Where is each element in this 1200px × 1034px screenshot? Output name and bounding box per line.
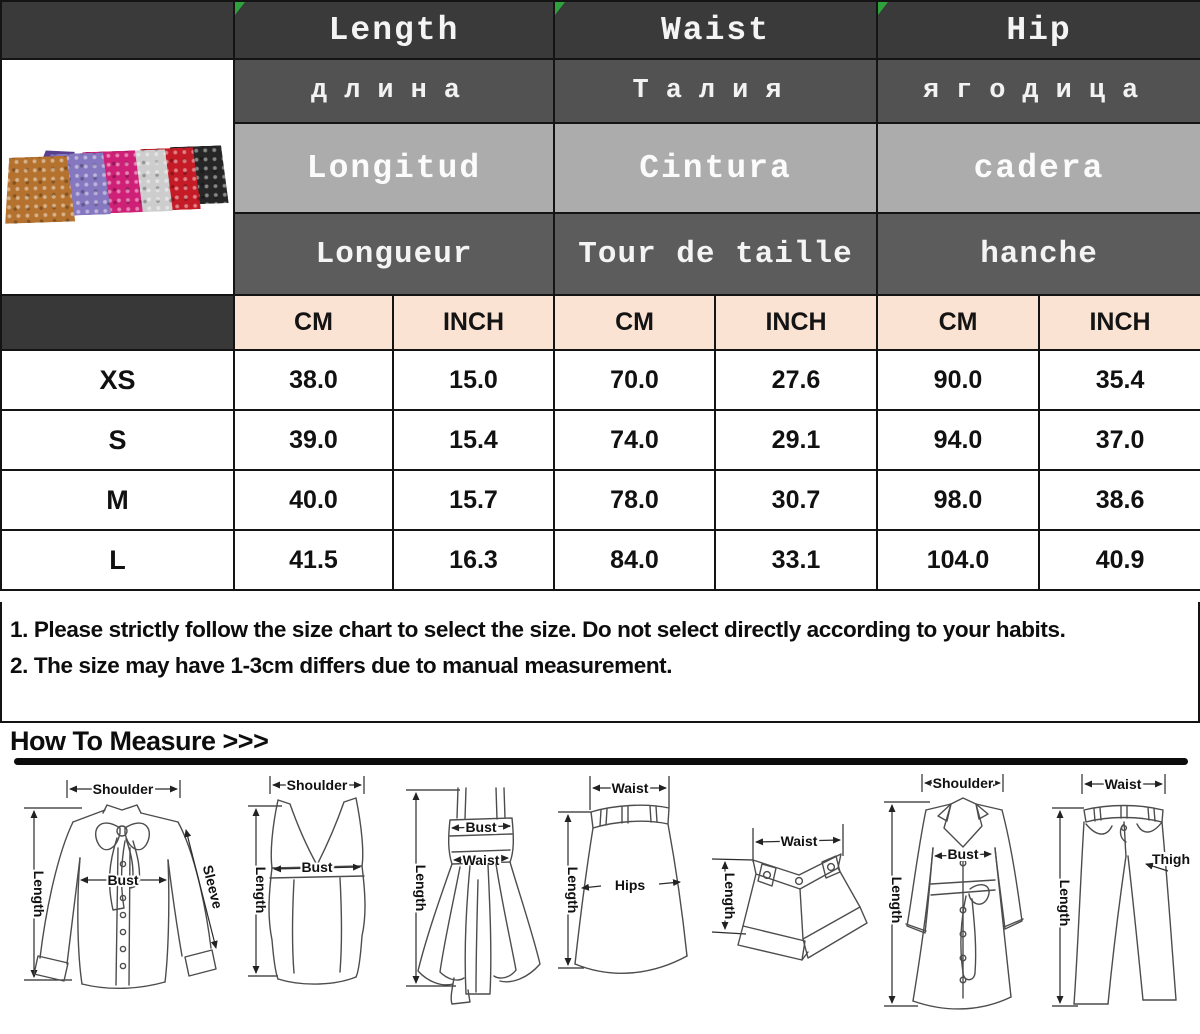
table-row-s	[1, 410, 1200, 470]
how-to-measure-title: How To Measure >>>	[10, 726, 269, 756]
size-cell: XS	[1, 350, 234, 410]
value-cell: 30.7	[715, 470, 877, 530]
header-length-label: Length	[328, 11, 460, 49]
measure-figures	[0, 768, 1200, 1034]
value-cell: 70.0	[554, 350, 715, 410]
value-cell: 84.0	[554, 530, 715, 590]
label-shoulder: Shoulder	[286, 777, 348, 793]
divider-rule	[14, 758, 1188, 765]
label-waist: Waist	[611, 780, 649, 796]
size-cell: S	[1, 410, 234, 470]
figure-pants	[1044, 768, 1196, 1030]
figure-shorts	[700, 768, 880, 1020]
unit-cell-length-cm: CM	[234, 295, 393, 350]
label-shoulder: Shoulder	[92, 781, 154, 797]
note-2: 2. The size may have 1-3cm differs due to manual measurement.	[10, 653, 673, 678]
note-1: 1. Please strictly follow the size chart to select the size. Do not select directly according to your habits.	[10, 617, 1066, 642]
value-cell: 37.0	[1039, 410, 1200, 470]
value-cell: 74.0	[554, 410, 715, 470]
header-cell-hip-fr: hanche	[877, 213, 1200, 295]
header-cell-length-fr: Longueur	[234, 213, 554, 295]
value-cell: 27.6	[715, 350, 877, 410]
value-cell: 39.0	[234, 410, 393, 470]
figure-blouse	[10, 768, 238, 1030]
spreadsheet-corner-triangle	[235, 2, 245, 15]
label-length: Length	[31, 870, 47, 918]
value-cell: 40.9	[1039, 530, 1200, 590]
label-length: Length	[413, 864, 429, 912]
corner-cell	[1, 1, 234, 59]
value-cell: 40.0	[234, 470, 393, 530]
header-cell-waist-ru: Талия	[554, 59, 877, 123]
sequin-short-copper	[3, 156, 75, 224]
header-cell-length-ru: длина	[234, 59, 554, 123]
label-length: Length	[1057, 879, 1073, 927]
sequin-shorts-image	[3, 144, 232, 232]
value-cell: 16.3	[393, 530, 554, 590]
table-row-l	[1, 530, 1200, 590]
label-hips: Hips	[614, 877, 646, 893]
header-cell-length	[234, 1, 554, 59]
figure-tank-top	[242, 768, 392, 1030]
label-thigh: Thigh	[1151, 851, 1191, 867]
value-cell: 15.0	[393, 350, 554, 410]
label-waist: Waist	[1104, 776, 1142, 792]
unit-cell-waist-inch: INCH	[715, 295, 877, 350]
size-cell: L	[1, 530, 234, 590]
table-row-m	[1, 470, 1200, 530]
header-hip-label: Hip	[1006, 11, 1072, 49]
label-length: Length	[253, 866, 269, 914]
unit-cell-length-inch: INCH	[393, 295, 554, 350]
value-cell: 41.5	[234, 530, 393, 590]
header-cell-length-es: Longitud	[234, 123, 554, 213]
value-cell: 98.0	[877, 470, 1039, 530]
header-cell-hip	[877, 1, 1200, 59]
value-cell: 15.7	[393, 470, 554, 530]
label-sleeve: Sleeve	[199, 863, 226, 911]
label-bust: Bust	[465, 819, 497, 835]
label-length: Length	[565, 866, 581, 914]
value-cell: 38.6	[1039, 470, 1200, 530]
label-shoulder: Shoulder	[932, 775, 994, 791]
value-cell: 35.4	[1039, 350, 1200, 410]
value-cell: 94.0	[877, 410, 1039, 470]
value-cell: 78.0	[554, 470, 715, 530]
figure-skirt	[554, 768, 696, 1030]
header-cell-waist	[554, 1, 877, 59]
value-cell: 29.1	[715, 410, 877, 470]
notes	[0, 602, 1200, 723]
figure-dress	[398, 768, 550, 1030]
header-cell-waist-fr: Tour de taille	[554, 213, 877, 295]
header-waist-label: Waist	[661, 11, 771, 49]
label-bust: Bust	[107, 872, 139, 888]
size-cell: M	[1, 470, 234, 530]
label-bust: Bust	[947, 846, 979, 862]
unit-cell-hip-cm: CM	[877, 295, 1039, 350]
spreadsheet-corner-triangle	[555, 2, 565, 15]
label-waist: Waist	[462, 852, 500, 868]
label-length: Length	[722, 872, 738, 920]
header-row-ru	[1, 59, 1200, 123]
header-cell-hip-ru: ягодица	[877, 59, 1200, 123]
figure-coat	[878, 768, 1038, 1030]
spreadsheet-corner-triangle	[878, 2, 888, 15]
value-cell: 15.4	[393, 410, 554, 470]
header-cell-hip-es: cadera	[877, 123, 1200, 213]
table-row-xs	[1, 350, 1200, 410]
label-length: Length	[889, 876, 905, 924]
header-cell-waist-es: Cintura	[554, 123, 877, 213]
how-to-measure-band	[0, 725, 1200, 768]
value-cell: 90.0	[877, 350, 1039, 410]
label-bust: Bust	[301, 859, 333, 875]
value-cell: 104.0	[877, 530, 1039, 590]
product-image-cell	[1, 59, 234, 295]
header-row-en	[1, 1, 1200, 59]
value-cell: 38.0	[234, 350, 393, 410]
unit-cell-hip-inch: INCH	[1039, 295, 1200, 350]
value-cell: 33.1	[715, 530, 877, 590]
unit-corner-cell	[1, 295, 234, 350]
label-waist: Waist	[780, 833, 818, 849]
unit-cell-waist-cm: CM	[554, 295, 715, 350]
unit-row	[1, 295, 1200, 350]
